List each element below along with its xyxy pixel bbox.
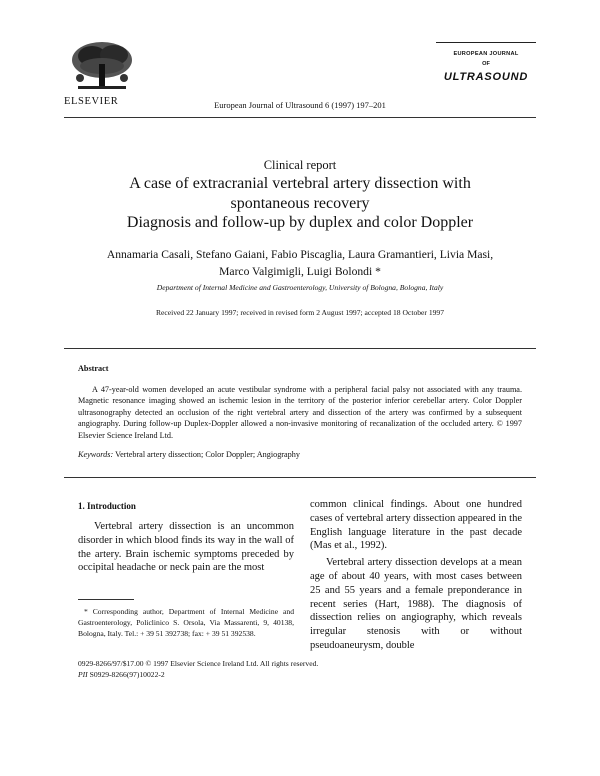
publisher-name: ELSEVIER <box>64 96 119 107</box>
brand-rule <box>436 42 536 43</box>
paragraph: common clinical findings. About one hundred cases of vertebral artery dissection appeared in the English language literature in the past decade (Mas et al., 1992). <box>310 499 522 552</box>
title-line: spontaneous recovery <box>230 194 370 212</box>
right-column <box>310 498 522 653</box>
brand-line-3: ULTRASOUND <box>443 71 529 83</box>
author-list <box>64 246 536 280</box>
elsevier-tree-logo-icon <box>64 40 140 96</box>
paragraph: Vertebral artery dissection develops at a mean age of about 40 years, with most cases between 25 and 55 years and a female preponderance in recent series (Hart, 1988). The diagnosis of dissection relies on angiography, which reveals irregular stenosis with or without pseudoaneurysm, double <box>310 557 522 651</box>
copyright-line: 0929-8266/97/$17.00 © 1997 Elsevier Science Ireland Ltd. All rights reserved. <box>78 659 319 668</box>
affiliation: Department of Internal Medicine and Gastroenterology, University of Bologna, Bologna, Italy <box>156 283 444 292</box>
article-type: Clinical report <box>263 158 337 172</box>
pii-line <box>78 669 318 680</box>
title-line: A case of extracranial vertebral artery dissection with <box>129 175 471 192</box>
received-dates: Received 22 January 1997; received in revised form 2 August 1997; accepted 18 October 1997 <box>155 308 445 317</box>
brand-line-1: EUROPEAN JOURNAL <box>453 51 519 57</box>
journal-brand <box>436 42 536 102</box>
abstract-bottom-rule <box>64 477 536 478</box>
authors-line: Marco Valgimigli, Luigi Bolondi * <box>219 265 381 278</box>
abstract-heading: Abstract <box>78 364 109 373</box>
authors-line: Annamaria Casali, Stefano Gaiani, Fabio Piscaglia, Laura Gramantieri, Livia Masi, <box>106 248 494 261</box>
keywords-label: Keywords: <box>78 450 114 459</box>
section-heading: 1. Introduction <box>78 501 136 511</box>
article-title <box>64 174 536 233</box>
journal-reference: European Journal of Ultrasound 6 (1997) 197–201 <box>214 100 386 110</box>
keywords <box>78 450 300 459</box>
abstract-body: A 47-year-old women developed an acute vestibular syndrome with a peripheral facial palsy not associated with any trauma. Magnetic resonance imaging showed an ischemic lesion in the territory of the posterior inferior cerebellar artery. Color Doppler ultrasonography detected an occlusion of the right vertebral artery and dissection of the artery was confirmed by a subsequent angiography. During follow-up Duplex-Doppler allowed a non-invasive monitoring of recanalization of the occluded artery. © 1997 Elsevier Science Ireland Ltd. <box>78 385 522 440</box>
pii-value: S0929-8266(97)10022-2 <box>89 670 165 679</box>
copyright-block <box>78 658 318 680</box>
header-rule <box>64 117 536 118</box>
left-column <box>78 520 294 575</box>
paragraph: Vertebral artery dissection is an uncommon disorder in which blood finds its way in the wall of the artery. Brain ischemic symptoms preceded by occipital headache or neck pain are the most <box>78 521 294 574</box>
abstract-top-rule <box>64 348 536 349</box>
corresponding-author-footnote: * Corresponding author, Department of Internal Medicine and Gastroenterology, Policlinico S. Orsola, Via Massarenti, 9, 40138, Bologna, Italy. Tel.: + 39 51 392738; fax: + 39 51 392538. <box>78 607 294 638</box>
brand-line-2: OF <box>482 61 490 67</box>
title-line: Diagnosis and follow-up by duplex and color Doppler <box>126 214 474 231</box>
pii-label: PII <box>78 670 88 679</box>
footnote-rule <box>78 599 134 600</box>
keywords-text: Vertebral artery dissection; Color Doppler; Angiography <box>115 450 300 459</box>
